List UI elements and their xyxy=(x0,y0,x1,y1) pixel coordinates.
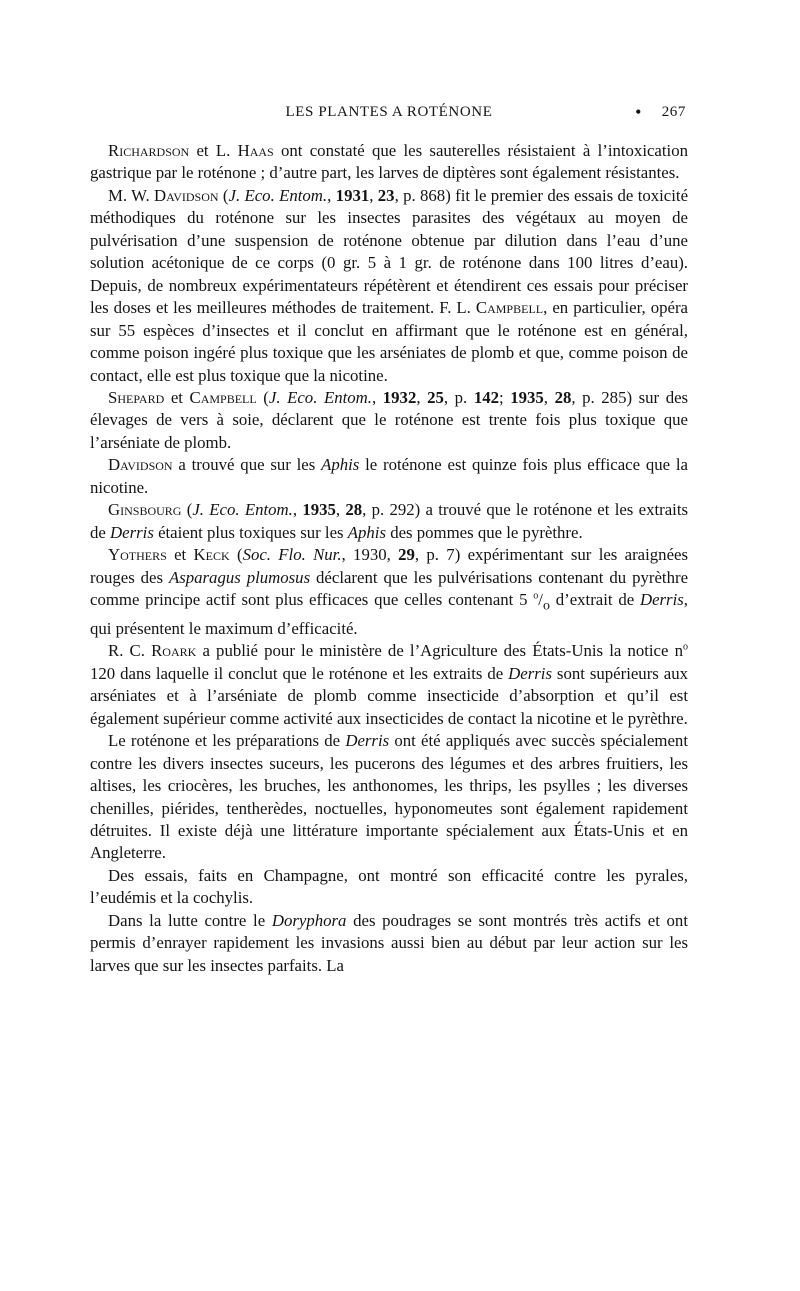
author-name: Campbell xyxy=(475,298,544,318)
citation-year: 1935 xyxy=(302,500,336,520)
paragraph-richardson-haas xyxy=(90,140,688,185)
text-run: ( xyxy=(218,185,229,205)
author-name: Yothers xyxy=(108,545,167,565)
author-name: Shepard xyxy=(108,387,165,407)
text-run: déclarent que les pulvérisations contenant du pyrèthre comme principe actif sont plus efficaces que celles contenant 5 xyxy=(90,567,689,610)
per-mille-subscript: o xyxy=(542,598,550,614)
text-run: d’extrait de xyxy=(549,590,640,610)
author-name: Keck xyxy=(193,545,230,565)
text-run: , p. 7) expérimentant sur les araignées rouges des xyxy=(90,545,688,587)
genus-name: Aphis xyxy=(321,455,360,475)
text-run: des pommes que le pyrèthre. xyxy=(386,522,583,542)
citation-volume: 28 xyxy=(345,500,363,520)
paragraph-davidson-1931 xyxy=(90,185,688,387)
text-run: R. C. xyxy=(108,641,152,661)
text-run: a trouvé que sur les xyxy=(172,455,322,475)
citation-volume: 29 xyxy=(398,545,415,565)
text-run: , xyxy=(292,500,303,520)
text-run: ( xyxy=(229,545,243,565)
text-run: , p. 868) fit le premier des essais de toxicité méthodiques du roténone sur les insectes parasites des végétaux au moyen de pulvérisation d’une suspension de roténone obtenue par dilution dans l’eau d’une solution acétonique de ce corps (0 gr. 5 à 1 gr. de roténone dans 100 litres d’eau). Depuis, de nombreux expérimentateurs répétèrent et étendirent ces essais pour préciser les doses et les meilleures méthodes de traitement. F. L. xyxy=(90,185,689,318)
text-run: , xyxy=(327,185,336,205)
genus-name: Derris xyxy=(110,522,154,542)
author-name: Richardson xyxy=(108,141,190,160)
book-page xyxy=(90,0,688,1291)
paragraph-doryphora xyxy=(90,910,688,977)
header-dot: • xyxy=(635,102,642,122)
paragraph-davidson-aphis xyxy=(90,454,688,499)
text-run: Des essais, faits en Champagne, ont montré son efficacité contre les pyrales, l’eudémis et la cochylis. xyxy=(90,865,688,908)
citation-volume: 25 xyxy=(427,387,444,407)
text-run: , xyxy=(371,387,383,407)
species-name: Asparagus plumosus xyxy=(168,567,311,587)
text-run: ( xyxy=(256,387,269,407)
text-run: M. W. xyxy=(108,185,154,205)
per-mille-superscript: o xyxy=(533,590,539,602)
text-run: ont été appliqués avec succès spécialement contre les divers insectes suceurs, les pucerons des légumes et des arbres fruitiers, les altises, les criocères, les bruches, les anthonomes, les thrips, les psylles ; les diverses chenilles, piérides, tentherèdes, noctuelles, hyponomeutes sont également rapidement détruites. Il existe déjà une littérature importante spécialement aux États-Unis et en Angleterre. xyxy=(90,731,688,863)
text-run: ( xyxy=(181,500,193,520)
text-run: , 1930, xyxy=(341,545,399,565)
text-run: , xyxy=(335,500,346,520)
text-run: , p. 285) sur des élevages de vers à soie, déclarent que le roténone est trente fois plus toxique que l’arséniate de plomb. xyxy=(90,387,689,452)
genus-name: Derris xyxy=(639,590,684,610)
genus-name: Derris xyxy=(508,663,552,683)
paragraph-champagne xyxy=(90,865,688,910)
citation-volume: 28 xyxy=(554,387,572,407)
journal-title: Soc. Flo. Nur. xyxy=(242,545,342,565)
journal-title: J. Eco. Entom. xyxy=(268,387,372,407)
text-run: Le roténone et les préparations de xyxy=(108,731,346,751)
per-mille-slash: / xyxy=(538,590,543,610)
author-name: Roark xyxy=(151,641,197,661)
author-name: Davidson xyxy=(108,455,173,475)
text-run: , p. xyxy=(443,387,474,407)
text-run: sont supérieurs aux arséniates et à l’arséniate de plomb comme insecticide d’absorption et qu’il est également supérieur comme activité aux insecticides de contact la nicotine et le pyrèthre. xyxy=(90,663,688,728)
author-name: Ginsbourg xyxy=(108,500,182,520)
text-run: des poudrages se sont montrés très actifs et ont permis d’enrayer rapidement les invasions aussi bien au début par leur action sur les larves que sur les insectes parfaits. La xyxy=(90,910,688,975)
page-number: 267 xyxy=(661,104,686,120)
journal-title: J. Eco. Entom. xyxy=(228,185,328,205)
genus-name: Aphis xyxy=(347,522,386,542)
genus-name: Doryphora xyxy=(271,910,347,930)
citation-year: 1931 xyxy=(335,185,370,205)
author-name: Haas xyxy=(237,141,274,160)
paragraph-applications xyxy=(90,730,688,865)
citation-volume: 23 xyxy=(377,185,395,205)
text-run: étaient plus toxiques sur les xyxy=(153,522,348,542)
citation-year: 1935 xyxy=(510,387,544,407)
text-run: a publié pour le ministère de l’Agriculture des États-Unis la notice n xyxy=(196,641,684,661)
text-run: ont constaté que les sauterelles résistaient à l’intoxication gastrique par le roténone ; d’autre part, les larves de diptères sont également résistantes. xyxy=(90,141,688,183)
running-header xyxy=(90,104,688,128)
paragraph-roark xyxy=(90,640,688,730)
text-run: 120 dans laquelle il conclut que le roténone et les extraits de xyxy=(90,663,509,683)
text-run: , qui présentent le maximum d’efficacité. xyxy=(90,590,688,638)
paragraph-yothers-keck xyxy=(90,544,688,640)
journal-title: J. Eco. Entom. xyxy=(192,500,293,520)
paragraph-shepard-campbell xyxy=(90,387,688,454)
author-name: Campbell xyxy=(189,387,257,407)
text-run: et xyxy=(164,387,190,407)
citation-year: 1932 xyxy=(382,387,417,407)
text-run: , xyxy=(416,387,428,407)
genus-name: Derris xyxy=(345,731,390,751)
text-run: , xyxy=(369,185,378,205)
paragraph-ginsbourg xyxy=(90,499,688,544)
citation-page: 142 xyxy=(473,387,499,407)
text-run: le roténone est quinze fois plus efficace que la nicotine. xyxy=(90,455,688,497)
text-run: , xyxy=(543,387,555,407)
text-run: , en particulier, opéra sur 55 espèces d’insectes et il conclut en affirmant que le roténone est en général, comme poison ingéré plus toxique que les arséniates de plomb et que, comme poison de contact, elle est plus toxique que la nicotine. xyxy=(90,298,688,385)
author-name: Davidson xyxy=(153,185,219,205)
text-run: ; xyxy=(499,387,511,407)
numero-superscript: o xyxy=(683,641,689,653)
body-text xyxy=(90,140,688,977)
text-run: Dans la lutte contre le xyxy=(108,910,272,930)
text-run: et L. xyxy=(189,141,238,160)
running-title: LES PLANTES A ROTÉNONE xyxy=(285,104,493,120)
text-run: , p. 292) a trouvé que le roténone et les extraits de xyxy=(90,500,689,542)
text-run: et xyxy=(166,545,194,565)
